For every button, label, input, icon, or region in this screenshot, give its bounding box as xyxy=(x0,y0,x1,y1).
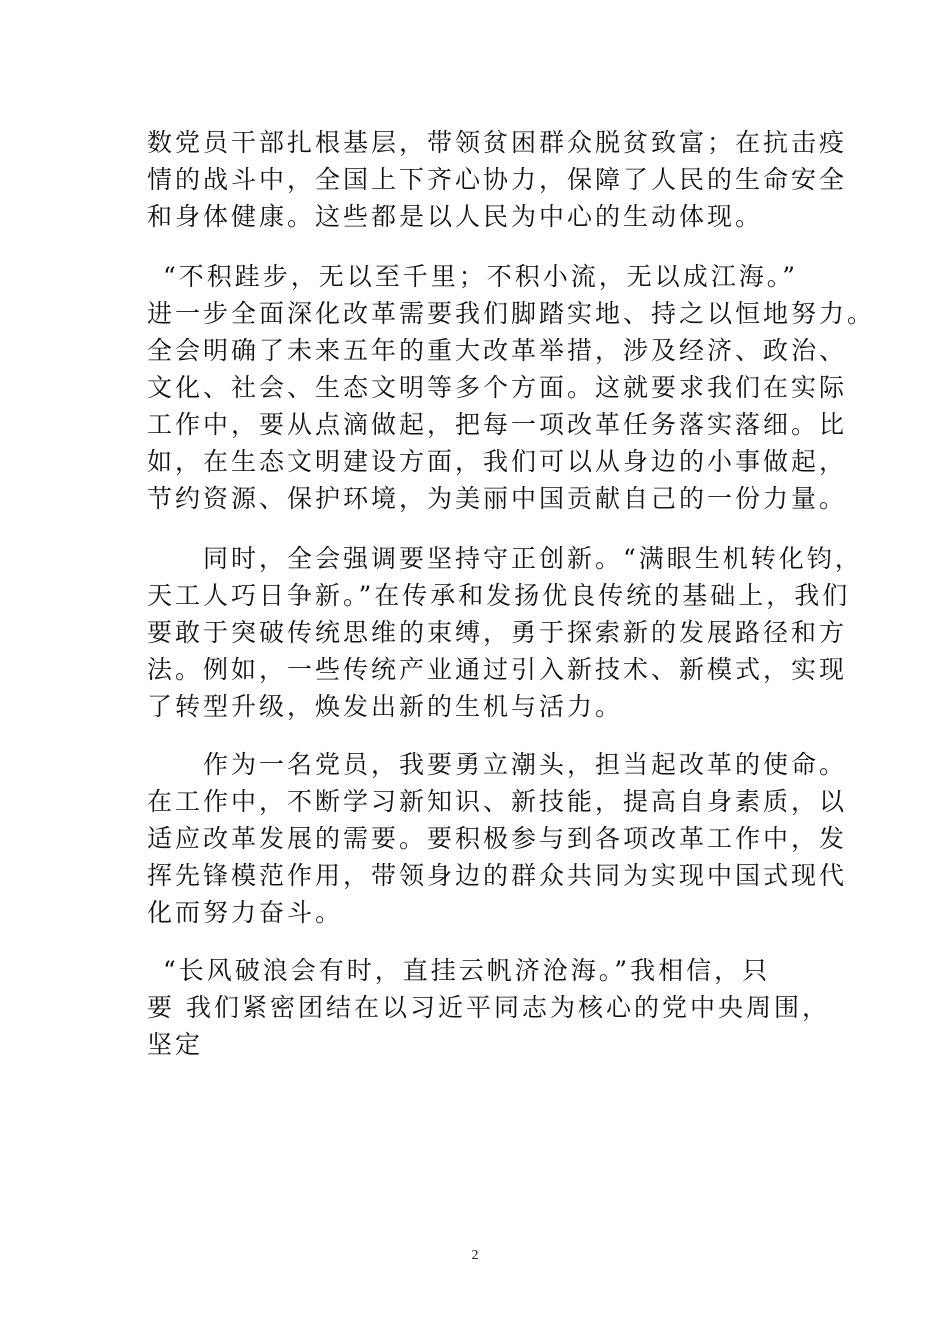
text-line: 法。例如，一些传统产业通过引入新技术、新模式，实现 xyxy=(147,655,848,684)
text-line: 化而努力奋斗。 xyxy=(147,898,344,927)
text-line: 作为一名党员，我要勇立潮头，担当起改革的使命。 xyxy=(203,750,848,779)
text-line: 同时，全会强调要坚持守正创新。“满眼生机转化钧， xyxy=(203,544,863,573)
text-line: 要 我们紧密团结在以习近平同志为核心的党中央周围， xyxy=(147,993,830,1022)
text-line: 和身体健康。这些都是以人民为中心的生动体现。 xyxy=(147,202,764,231)
text-line: “不积跬步，无以至千里；不积小流，无以成江海。” xyxy=(163,262,799,291)
text-line: 工作中，要从点滴做起，把每一项改革任务落实落细。比 xyxy=(147,410,848,439)
text-line: 适应改革发展的需要。要积极参与到各项改革工作中，发 xyxy=(147,824,848,853)
text-line: 天工人巧日争新。”在传承和发扬优良传统的基础上，我们 xyxy=(147,581,851,610)
text-line: “长风破浪会有时，直挂云帆济沧海。”我相信，只 xyxy=(163,956,771,985)
text-line: 坚定 xyxy=(147,1030,204,1059)
paragraph-steady-effort xyxy=(147,258,876,517)
paragraph-conclusion xyxy=(147,952,830,1063)
text-line: 节约资源、保护环境，为美丽中国贡献自己的一份力量。 xyxy=(147,484,848,513)
body-text xyxy=(147,124,876,1063)
text-line: 要敢于突破传统思维的束缚，勇于探索新的发展路径和方 xyxy=(147,618,848,647)
paragraph-people-centered xyxy=(147,124,848,235)
paragraph-innovation xyxy=(147,540,863,725)
text-line: 挥先锋模范作用，带领身边的群众共同为实现中国式现代 xyxy=(147,861,848,890)
text-line: 文化、社会、生态文明等多个方面。这就要求我们在实际 xyxy=(147,373,848,402)
text-line: 情的战斗中，全国上下齐心协力，保障了人民的生命安全 xyxy=(147,165,848,194)
text-line: 全会明确了未来五年的重大改革举措，涉及经济、政治、 xyxy=(147,336,848,365)
page-number: 2 xyxy=(471,1248,479,1263)
text-line: 进一步全面深化改革需要我们脚踏实地、持之以恒地努力。 xyxy=(147,299,876,328)
text-line: 如，在生态文明建设方面，我们可以从身边的小事做起， xyxy=(147,447,848,476)
text-line: 了转型升级，焕发出新的生机与活力。 xyxy=(147,692,624,721)
paragraph-party-member xyxy=(147,746,848,931)
text-line: 在工作中，不断学习新知识、新技能，提高自身素质，以 xyxy=(147,787,848,816)
text-line: 数党员干部扎根基层，带领贫困群众脱贫致富；在抗击疫 xyxy=(147,128,848,157)
